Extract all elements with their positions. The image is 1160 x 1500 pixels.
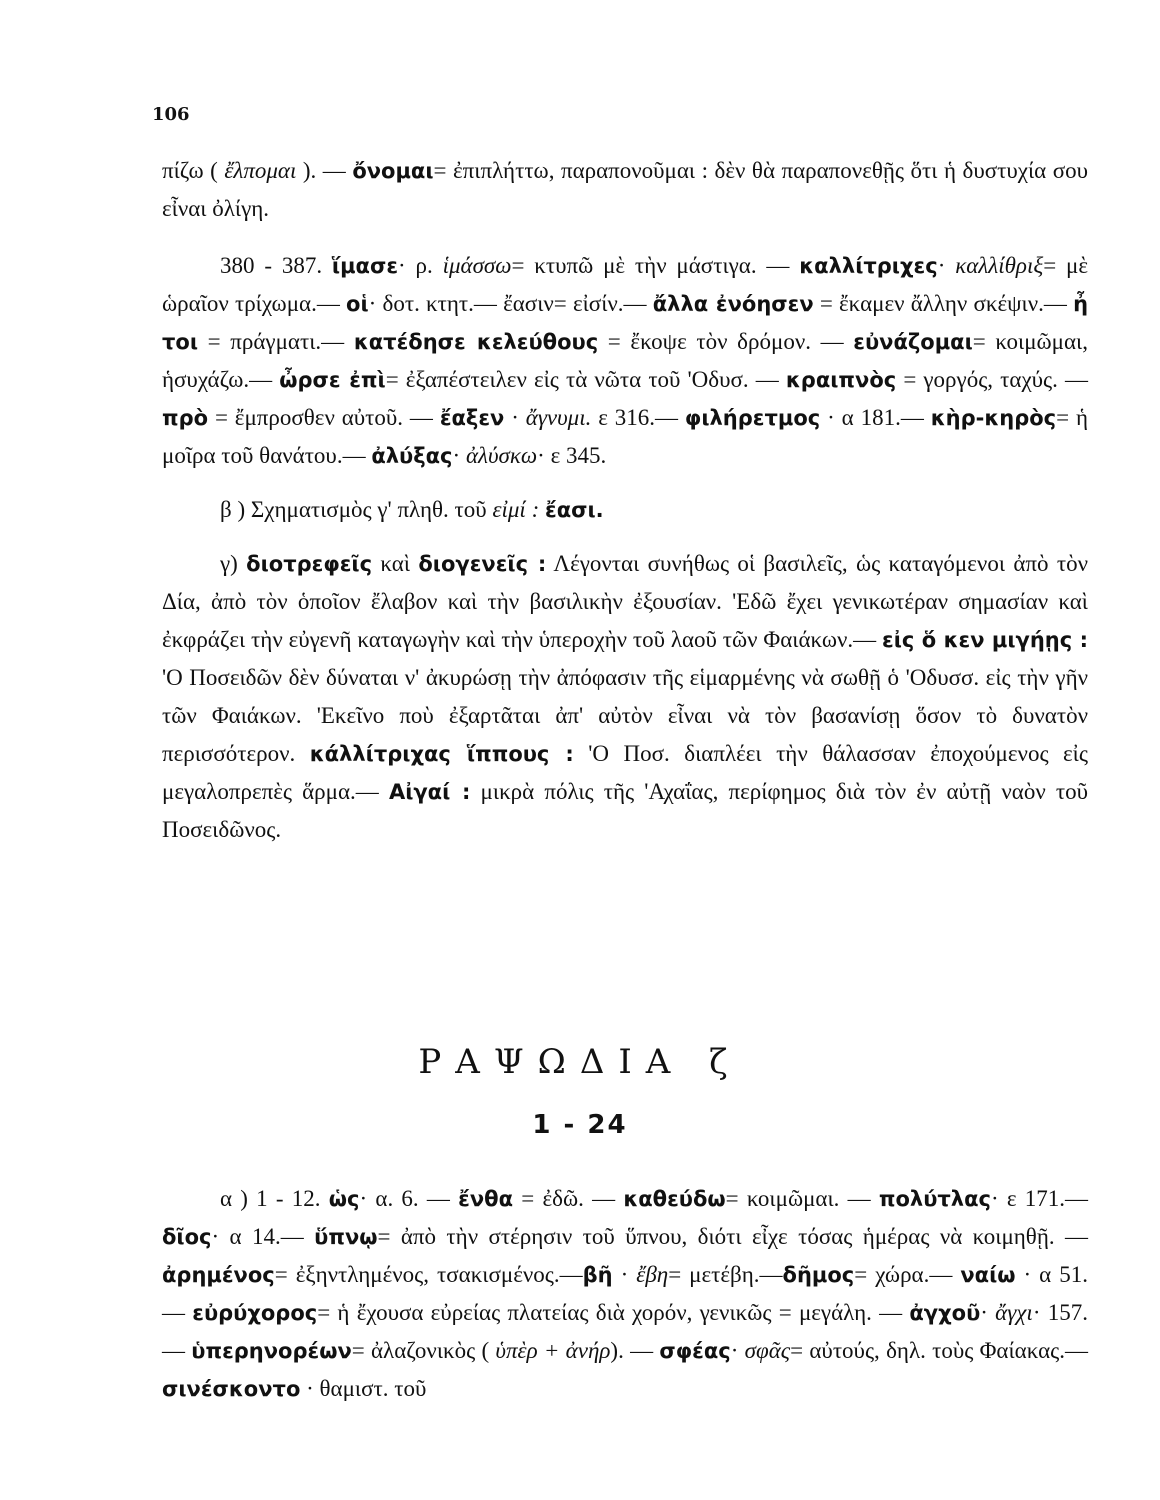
- bold-term: καλλίτριχες: [799, 254, 938, 278]
- italic-term: ὑπὲρ + ἀνήρ: [495, 1338, 611, 1363]
- bold-term: ἀλύξας: [371, 444, 453, 468]
- text: ·: [452, 443, 466, 468]
- bold-term: ὑπερηνορέων: [191, 1339, 352, 1363]
- text: = ἐξαπέστειλεν εἰς τὰ νῶτα τοῦ 'Οδυσ. —: [385, 367, 786, 392]
- text: = γοργός, ταχύς. —: [896, 367, 1088, 392]
- text: · α 181.—: [820, 405, 931, 430]
- bold-term: δῆμος: [782, 1263, 855, 1287]
- verse-range: 1 - 24: [532, 1110, 628, 1140]
- text: · α 51.—: [162, 1262, 1088, 1325]
- text: · θαμιστ. τοῦ: [300, 1376, 427, 1401]
- text: = κτυπῶ μὲ τὴν μάστιγα. —: [511, 253, 800, 278]
- rhapsody-title: ΡΑΨΩΔΙΑ ζ: [418, 1042, 742, 1082]
- text: α ) 1 - 12.: [220, 1186, 329, 1211]
- bold-term: ναίω: [960, 1263, 1016, 1287]
- paragraph-beta: [162, 491, 1088, 529]
- bold-term: Αἰγαί :: [388, 780, 471, 804]
- text: = κοιμῶμαι. —: [725, 1186, 879, 1211]
- paragraph-gamma: [162, 545, 1088, 849]
- bold-term: ὕπνῳ: [314, 1225, 378, 1249]
- text: 380 - 387.: [220, 253, 332, 278]
- bold-term: κραιπνὸς: [785, 368, 897, 392]
- text: · 157. —: [162, 1300, 1088, 1363]
- text: = ἔκαμεν ἄλλην σκέψιν.—: [813, 291, 1074, 316]
- bold-term: ὄνομαι: [352, 159, 434, 183]
- bold-term: διογενεῖς :: [418, 552, 547, 576]
- text: · α 14.—: [211, 1224, 315, 1249]
- bold-term: ἔασι.: [545, 498, 604, 522]
- bold-term: ἔνθα: [458, 1187, 514, 1211]
- paragraph-alpha: [162, 1180, 1088, 1408]
- italic-term: ἀλύσκω: [465, 443, 538, 468]
- paragraph-continuation: [162, 152, 1088, 228]
- text: = ἡ ἔχουσα εὐρείας πλατείας διὰ χορόν, γενικῶς = μεγάλη. —: [317, 1300, 910, 1325]
- bold-term: ἀγχοῦ: [909, 1301, 981, 1325]
- text: β ) Σχηματισμὸς γ' πληθ. τοῦ: [220, 497, 493, 522]
- text: ·: [612, 1262, 637, 1287]
- bold-term: βῆ: [582, 1263, 613, 1287]
- italic-term: εἰμί :: [492, 497, 540, 522]
- text: = ἐξηντλημένος, τσακισμένος.—: [274, 1262, 583, 1287]
- text: = κοιμῶμαι, ἡσυχάζω.—: [162, 329, 1088, 392]
- bold-term: οἱ: [346, 292, 369, 316]
- text: = χώρα.—: [854, 1262, 961, 1287]
- text: ). —: [610, 1338, 660, 1363]
- text: · ε 345.: [537, 443, 607, 468]
- italic-term: ἔλπομαι: [224, 158, 297, 183]
- bold-term: σφέας: [659, 1339, 731, 1363]
- bold-term: δῖος: [162, 1225, 212, 1249]
- bold-term: ὦρσε ἐπὶ: [279, 368, 386, 392]
- bold-term: κὴρ-κηρὸς: [930, 406, 1057, 430]
- bold-term: ἔαξεν: [439, 406, 505, 430]
- bold-term: διοτρεφεῖς: [246, 552, 373, 576]
- text: καὶ: [372, 551, 419, 576]
- italic-term: σφᾶς: [744, 1338, 791, 1363]
- bold-term: κάλλίτριχας ἵππους :: [309, 742, 574, 766]
- commentary-top: [162, 152, 1088, 849]
- text: 'Ο Ποσειδῶν δὲν δύναται ν' ἀκυρώσῃ τὴν ἀπόφασιν τῆς εἱμαρμένης νὰ σωθῇ ὁ 'Οδυσσ. εἰς τὴν γῆν τῶν Φαιάκων. 'Εκεῖνο ποὺ ἐξαρτᾶται ἀπ' αὐτὸν εἶναι νὰ τὸν βασανίσῃ ὅσον τὸ δυνατὸν περισσότερον.: [162, 665, 1088, 766]
- bold-term: κατέδησε κελεύθους: [353, 330, 599, 354]
- bold-term: ἀρημένος: [162, 1263, 275, 1287]
- italic-term: ἄγχι: [995, 1300, 1033, 1325]
- bold-term: εὐρύχορος: [192, 1301, 318, 1325]
- bold-term: πρὸ: [162, 406, 209, 430]
- commentary-bottom: [162, 1180, 1088, 1408]
- text: μικρὰ πόλις τῆς 'Αχαΐας, περίφημος διὰ τὸν ἐν αὐτῇ ναὸν τοῦ Ποσειδῶνος.: [162, 779, 1088, 842]
- text: = ἐδῶ. —: [513, 1186, 624, 1211]
- text: ·: [504, 405, 526, 430]
- text: = μετέβη.—: [668, 1262, 783, 1287]
- paragraph-380-387: [162, 247, 1088, 475]
- italic-term: ἄγνυμι.: [525, 405, 592, 430]
- text: · α. 6. —: [359, 1186, 459, 1211]
- text: = πράγματι.—: [198, 329, 354, 354]
- italic-term: καλλίθριξ: [955, 253, 1044, 278]
- bold-term: φιλήρετμος: [684, 406, 821, 430]
- page-number: 106: [152, 104, 190, 125]
- bold-term: ἦ τοι: [162, 292, 1089, 354]
- bold-term: εἰς ὅ κεν μιγήῃς :: [882, 628, 1088, 652]
- text: · ε 171.—: [990, 1186, 1088, 1211]
- text: = ἀλαζονικὸς (: [351, 1338, 496, 1363]
- bold-term: ὡς: [328, 1187, 360, 1211]
- bold-term: ἄλλα ἐνόησεν: [652, 292, 814, 316]
- text: ). —: [296, 158, 353, 183]
- text: = ἔμπροσθεν αὐτοῦ. —: [208, 405, 440, 430]
- text: = ἔκοψε τὸν δρόμον. —: [598, 329, 854, 354]
- text: · ρ.: [398, 253, 443, 278]
- italic-term: ἱμάσσω: [442, 253, 512, 278]
- text: = αὐτούς, δηλ. τοὺς Φαίακας.—: [790, 1338, 1089, 1363]
- bold-term: ἵμασε: [331, 254, 399, 278]
- text: ·: [980, 1300, 996, 1325]
- bold-term: σινέσκοντο: [162, 1377, 301, 1401]
- text: ε 316.—: [591, 405, 685, 430]
- text: Λέγονται συνήθως οἱ βασιλεῖς, ὡς καταγόμενοι ἀπὸ τὸν Δία, ἀπὸ τὸν ὁποῖον ἔλαβον καὶ τὴν βασιλικὴν ἐξουσίαν. 'Εδῶ ἔχει γενικωτέραν σημασίαν καὶ ἐκφράζει τὴν εὐγενῆ καταγωγὴν καὶ τὴν ὑπεροχὴν τοῦ λαοῦ τῶν Φαιάκων.—: [162, 551, 1088, 652]
- text: = μὲ ὡραῖον τρίχωμα.—: [162, 253, 1088, 316]
- bold-term: πολύτλας: [878, 1187, 991, 1211]
- bold-term: καθεύδω: [623, 1187, 726, 1211]
- text: · δοτ. κτητ.— ἔασιν= εἰσίν.—: [368, 291, 653, 316]
- text: = ἐπιπλήττω, παραπονοῦμαι : δὲν θὰ παραπονεθῇς ὅτι ἡ δυστυχία σου εἶναι ὀλίγη.: [162, 158, 1088, 221]
- text: ·: [937, 253, 956, 278]
- bold-term: εὐνάζομαι: [853, 330, 973, 354]
- text: = ἀπὸ τὴν στέρησιν τοῦ ὕπνου, διότι εἶχε τόσας ἡμέρας νὰ κοιμηθῇ. —: [377, 1224, 1088, 1249]
- text: ·: [730, 1338, 745, 1363]
- italic-term: ἔβη: [636, 1262, 669, 1287]
- text: 'Ο Ποσ. διαπλέει τὴν θάλασσαν ἐποχούμενος εἰς μεγαλοπρεπὲς ἅρμα.—: [162, 741, 1088, 804]
- text: πίζω (: [162, 158, 225, 183]
- text: γ): [220, 551, 247, 576]
- text: = ἡ μοῖρα τοῦ θανάτου.—: [162, 405, 1088, 468]
